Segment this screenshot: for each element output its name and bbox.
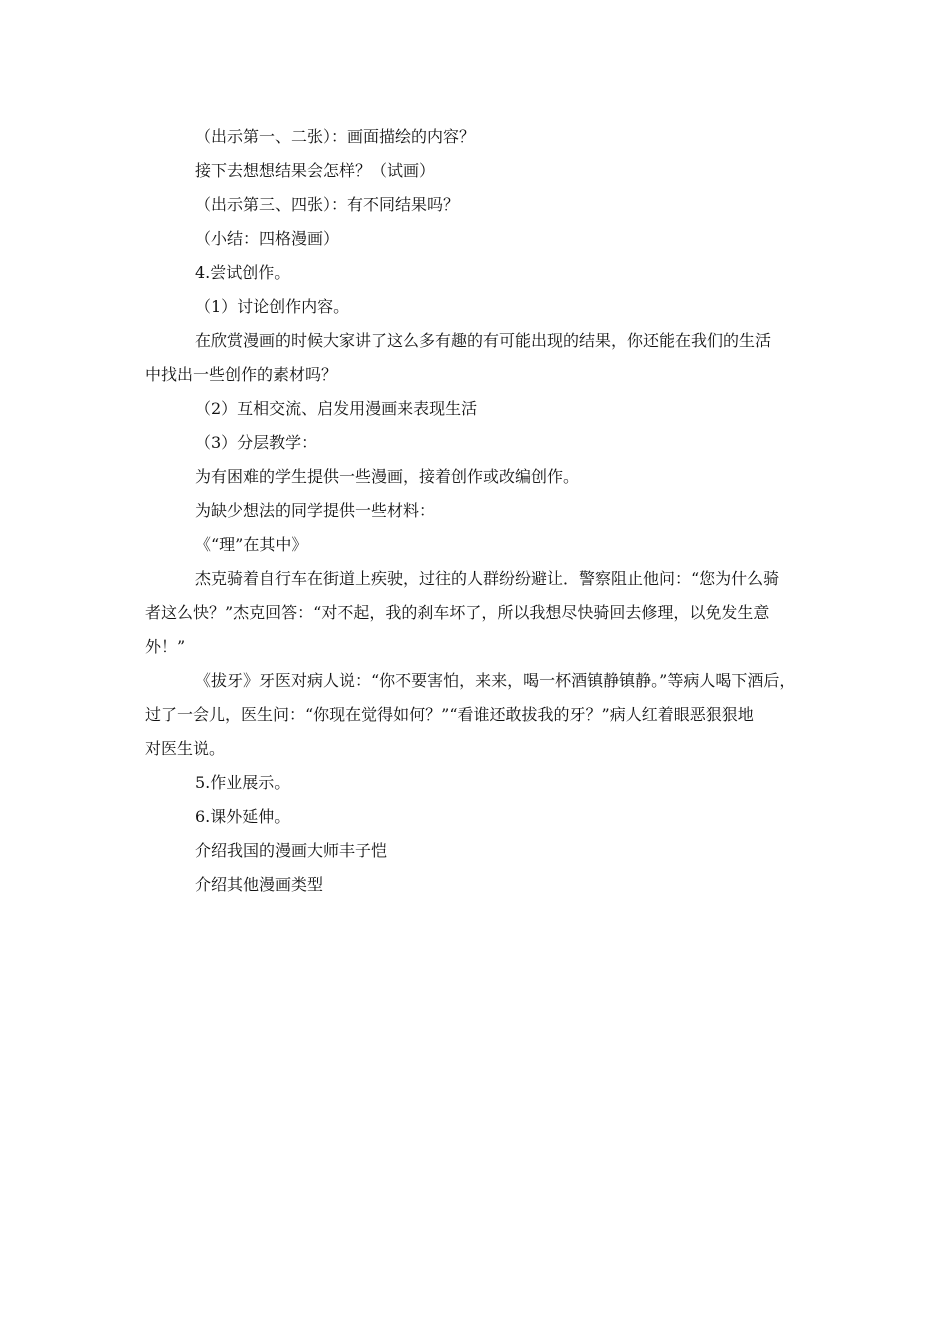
paragraph-line: 者这么快？”杰克回答：“对不起，我的刹车坏了，所以我想尽快骑回去修理，以免发生意 [145,603,770,622]
paragraph-line: 《拔牙》牙医对病人说：“你不要害怕，来来，喝一杯酒镇静镇静。”等病人喝下酒后， [195,671,796,690]
text-line: （3）分层教学： [195,433,318,452]
text-line: 为缺少想法的同学提供一些材料： [195,501,436,520]
paragraph-line: 外！” [145,637,186,656]
document-body [145,120,807,902]
paragraph-material [145,324,807,392]
text-line: （1）讨论创作内容。 [195,297,350,316]
paragraph-line: 过了一会儿，医生问：“你现在觉得如何？”“看谁还敢拔我的牙？”病人红着眼恶狠狠地 [145,705,754,724]
section-heading-create: 4.尝试创作。 [195,263,291,282]
paragraph-story-tooth [145,664,807,766]
text-line: （小结：四格漫画） [195,229,340,248]
story-title: 《“理”在其中》 [195,535,308,554]
text-line: （出示第一、二张）：画面描绘的内容？ [195,127,476,146]
paragraph-line: 杰克骑着自行车在街道上疾驶，过往的人群纷纷避让．警察阻止他问：“您为什么骑 [195,569,780,588]
paragraph-line: 在欣赏漫画的时候大家讲了这么多有趣的有可能出现的结果，你还能在我们的生活 [195,331,772,350]
text-line: 接下去想想结果会怎样？（试画） [195,161,436,180]
text-line: （2）互相交流、启发用漫画来表现生活 [195,399,478,418]
section-heading-homework: 5.作业展示。 [195,773,291,792]
text-line: 介绍其他漫画类型 [195,875,324,894]
paragraph-story-jack [145,562,807,664]
paragraph-line: 中找出一些创作的素材吗？ [145,365,338,384]
paragraph-line: 对医生说。 [145,739,226,758]
text-line: （出示第三、四张）：有不同结果吗？ [195,195,460,214]
text-line: 介绍我国的漫画大师丰子恺 [195,841,388,860]
text-line: 为有困难的学生提供一些漫画，接着创作或改编创作。 [195,467,580,486]
section-heading-extension: 6.课外延伸。 [195,807,291,826]
